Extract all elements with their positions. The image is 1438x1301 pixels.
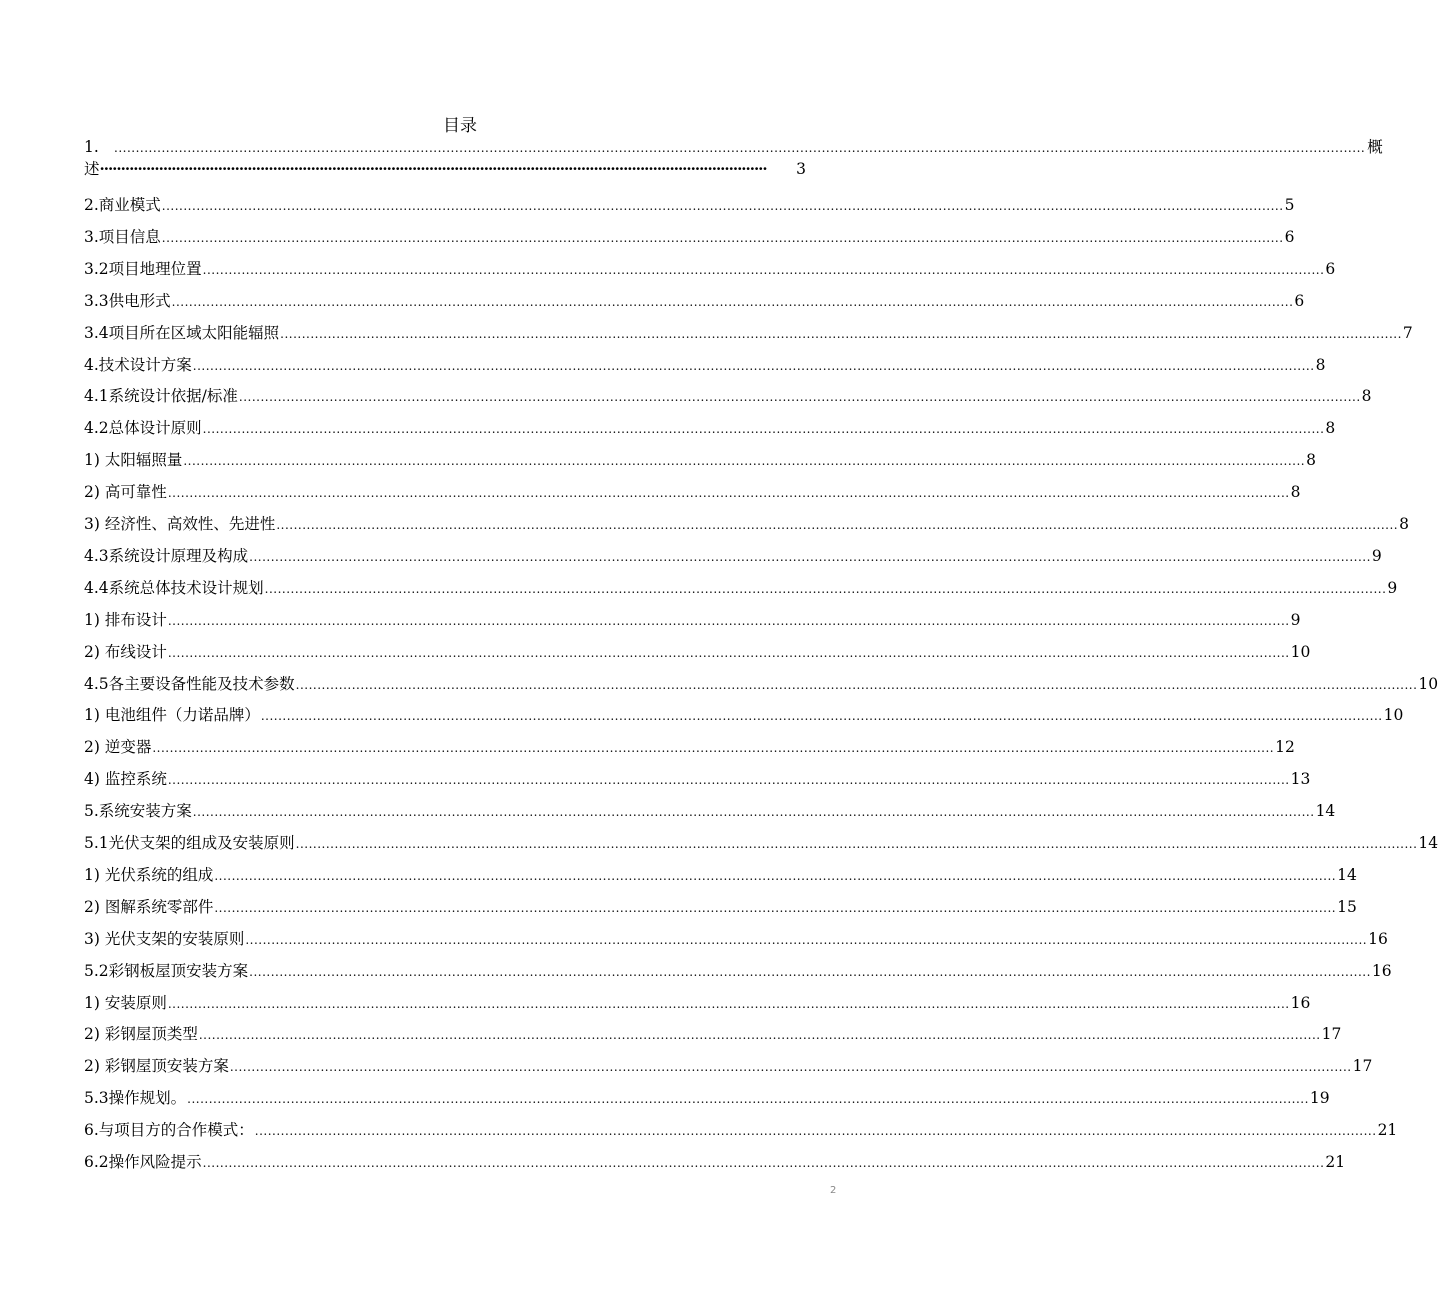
toc-entry-page: 9 <box>1290 610 1301 629</box>
toc-entry[interactable] <box>84 736 1295 758</box>
toc-entry-label: 4.技术设计方案 <box>84 355 192 374</box>
toc-entry[interactable] <box>84 545 1382 567</box>
toc-entry-page: 7 <box>1402 323 1413 342</box>
toc-leader: .................................................................................................................................................................................................................................................................... <box>161 199 1284 213</box>
toc-entry[interactable] <box>84 194 1295 216</box>
toc-entry-label: 6.2操作风险提示 <box>84 1153 202 1171</box>
toc-entry-page: 9 <box>1371 546 1382 565</box>
toc-entry[interactable] <box>84 673 1438 695</box>
toc-entry-label: 6.与项目方的合作模式： <box>84 1121 254 1140</box>
toc-leader: .................................................................................................................................................................................................................................................................... <box>276 518 1399 532</box>
toc-entry-page: 14 <box>1315 802 1336 821</box>
toc-leader: .................................................................................................................................................................................................................................................................... <box>192 805 1315 820</box>
toc-entry[interactable] <box>84 481 1301 503</box>
toc-entry[interactable] <box>84 832 1438 854</box>
toc-leader: .................................................................................................................................................................................................................................................................... <box>202 422 1325 437</box>
toc-leader: .................................................................................................................................................................................................................................................................... <box>229 1060 1352 1075</box>
page-number: 2 <box>830 1185 837 1196</box>
toc-entry-page: 10 <box>1418 674 1438 693</box>
toc-leader: .................................................................................................................................................................................................................................................................... <box>245 932 1368 947</box>
toc-leader: .................................................................................................................................................................................................................................................................... <box>264 581 1387 596</box>
toc-entry-label: 3) 经济性、高效性、先进性 <box>84 515 276 533</box>
toc-leader: .................................................................................................................................................................................................................................................................... <box>192 358 1315 373</box>
toc-leader: .................................................................................................................................................................................................................................................................... <box>167 773 1290 788</box>
toc-entry-page: 19 <box>1309 1089 1330 1108</box>
toc-entry-label: 1) 太阳辐照量 <box>84 451 183 470</box>
toc-entry[interactable] <box>84 1119 1398 1141</box>
toc-entry-label: 5.3操作规划。 <box>84 1089 187 1108</box>
toc-entry[interactable] <box>84 449 1316 471</box>
toc-entry-page: 14 <box>1337 865 1357 884</box>
toc-entry[interactable] <box>84 322 1413 344</box>
toc-leader: .................................................................................................................................................................................................................................................................... <box>167 613 1290 628</box>
toc-leader: .................................................................................................................................................................................................................................................................... <box>183 454 1306 469</box>
toc-entry-label: 5.系统安装方案 <box>84 802 192 821</box>
toc-leader: .................................................................................................................................................................................................................................................................... <box>238 390 1361 405</box>
toc-entry-label: 2) 图解系统零部件 <box>84 897 214 916</box>
toc-entry-label: 1) 光伏系统的组成 <box>84 865 214 884</box>
toc-leader: .................................................................................................................................................................................................................................................................... <box>280 326 1402 341</box>
toc-entry-label: 3.2项目地理位置 <box>84 259 202 278</box>
toc-entry-page: 6 <box>1325 259 1336 278</box>
toc-entry[interactable] <box>84 513 1409 535</box>
toc-entry[interactable] <box>84 1055 1373 1077</box>
toc-entry-label: 1) 安装原则 <box>84 993 167 1012</box>
toc-entry-label: 2) 布线设计 <box>84 642 167 661</box>
toc-leader: .................................................................................................................................................................................................................................................................... <box>167 486 1290 501</box>
toc-leader: .................................................................................................................................................................................................................................................................... <box>152 741 1275 756</box>
toc-leader: .................................................................................................................................................................................................................................................................... <box>254 1124 1377 1139</box>
toc-entry-page: 8 <box>1290 483 1301 502</box>
toc-entry-page: 9 <box>1387 578 1398 597</box>
toc-leader: .................................................................................................................................................................................................................................................................... <box>295 837 1418 851</box>
toc-entry-page: 8 <box>1325 419 1336 438</box>
toc-entry-page: 12 <box>1275 738 1295 757</box>
toc-entry-number: 1. <box>84 138 99 156</box>
toc-entry[interactable] <box>84 577 1398 599</box>
toc-entry-label: 2) 逆变器 <box>84 738 152 757</box>
toc-entry[interactable] <box>84 864 1357 886</box>
toc-entry-page: 17 <box>1352 1057 1373 1076</box>
toc-entry-page: 15 <box>1337 897 1357 916</box>
toc-entry-page: 8 <box>1399 515 1409 533</box>
toc-leader: .................................................................................................................................................................................................................................................................... <box>202 262 1325 277</box>
toc-entry[interactable] <box>84 800 1336 822</box>
toc-entry-page: 6 <box>1284 227 1295 246</box>
toc-entry[interactable] <box>84 1151 1346 1173</box>
toc-entry-label: 概 <box>1367 138 1383 156</box>
toc-entry-page: 5 <box>1284 196 1295 214</box>
toc-entry-page: 8 <box>1361 387 1372 406</box>
toc-entry-page: 16 <box>1290 993 1311 1012</box>
toc-entry-label: 1) 电池组件（力诺品牌） <box>84 706 260 725</box>
toc-leader: .................................................................................................................................................................................................................................................................... <box>260 709 1383 724</box>
toc-entry[interactable] <box>84 1087 1330 1109</box>
toc-entry-page: 10 <box>1383 706 1404 725</box>
toc-entry[interactable] <box>84 290 1305 312</box>
toc-leader: .................................................................................................................................................................................................................................................................... <box>202 1156 1325 1170</box>
toc-entry-page: 21 <box>1377 1121 1398 1140</box>
toc-entry[interactable] <box>84 992 1311 1014</box>
toc-leader: .................................................................................................................................................................................................................................................................... <box>198 1028 1321 1043</box>
toc-entry-page: 8 <box>1306 451 1316 470</box>
toc-leader: .................................................................................................................................................................................................................................................................... <box>187 1092 1309 1107</box>
toc-leader: .................................................................................................................................................................................................................................................................... <box>171 294 1294 309</box>
toc-entry[interactable] <box>84 385 1372 407</box>
toc-entry[interactable] <box>84 896 1357 918</box>
toc-entry[interactable] <box>84 1023 1342 1045</box>
toc-entry-label: 2) 彩钢屋顶安装方案 <box>84 1057 229 1076</box>
toc-entry[interactable] <box>84 354 1326 376</box>
toc-entry-page: 8 <box>1315 355 1326 374</box>
toc-entry-label: 4.2总体设计原则 <box>84 419 202 438</box>
toc-entry[interactable] <box>84 960 1392 982</box>
toc-entry-page: 16 <box>1371 961 1392 980</box>
toc-entry-label: 3.4项目所在区域太阳能辐照 <box>84 323 280 342</box>
toc-entry-label: 2) 高可靠性 <box>84 483 167 502</box>
toc-entry-page: 14 <box>1418 834 1438 852</box>
toc-leader: .................................................................................................................................................................................................................................................................... <box>167 996 1290 1011</box>
toc-entry-label: 4.4系统总体技术设计规划 <box>84 578 264 597</box>
toc-entry-page: 17 <box>1321 1025 1342 1044</box>
toc-entry-label: 2.商业模式 <box>84 196 161 214</box>
toc-leader: .................................................................................................................................................................................................................................................................... <box>161 230 1284 245</box>
toc-entry[interactable] <box>84 609 1301 631</box>
toc-entry-label: 3.项目信息 <box>84 227 161 246</box>
toc-entry-label: 5.1光伏支架的组成及安装原则 <box>84 834 295 852</box>
toc-entry-page: 13 <box>1290 770 1311 789</box>
toc-entry-page: 21 <box>1325 1153 1346 1171</box>
toc-entry[interactable] <box>84 258 1336 280</box>
toc-entry-page: 3 <box>796 160 806 178</box>
toc-entry[interactable] <box>84 417 1336 439</box>
toc-leader: .................................................................................................................................................................................................................................................................... <box>167 645 1290 660</box>
toc-entry-label: 4.5各主要设备性能及技术参数 <box>84 674 295 693</box>
toc-entry-label: 1) 排布设计 <box>84 610 167 629</box>
page-title: 目录 <box>443 116 477 136</box>
toc-entry-label: 4.1系统设计依据/标准 <box>84 387 238 406</box>
toc-entry[interactable] <box>84 641 1311 663</box>
toc-leader: .................................................................................................................................................................................................................................................................... <box>249 964 1371 979</box>
toc-entry-label: 4.3系统设计原理及构成 <box>84 546 249 565</box>
toc-entry-label: 3.3供电形式 <box>84 291 171 310</box>
toc-entry-label: 5.2彩钢板屋顶安装方案 <box>84 961 249 980</box>
toc-entry[interactable] <box>84 704 1404 726</box>
toc-entry[interactable] <box>84 768 1311 790</box>
toc-leader: .................................................................................................................................................................................................................................................................... <box>249 549 1371 564</box>
toc-entry-label-continued: 述 <box>84 160 100 178</box>
toc-entry-page: 10 <box>1290 642 1311 661</box>
toc-leader: .................................................................................................................................................................................................................................................................... <box>295 677 1418 692</box>
toc-entry-label: 2) 彩钢屋顶类型 <box>84 1025 198 1044</box>
toc-leader: .................................................................................................................................................................................................................................................................... <box>214 900 1337 915</box>
toc-entry-label: 3) 光伏支架的安装原则 <box>84 929 245 948</box>
toc-leader: ······························································································································································ <box>99 160 767 178</box>
toc-entry-page: 16 <box>1368 929 1388 948</box>
toc-entry-label: 4) 监控系统 <box>84 770 167 789</box>
toc-entry-page: 6 <box>1294 291 1305 310</box>
toc-entry[interactable] <box>84 226 1295 248</box>
toc-leader: .................................................................................................................................................................................................................................................................................................. <box>114 141 1366 155</box>
toc-entry[interactable] <box>84 928 1388 950</box>
toc-leader: .................................................................................................................................................................................................................................................................... <box>214 868 1337 883</box>
